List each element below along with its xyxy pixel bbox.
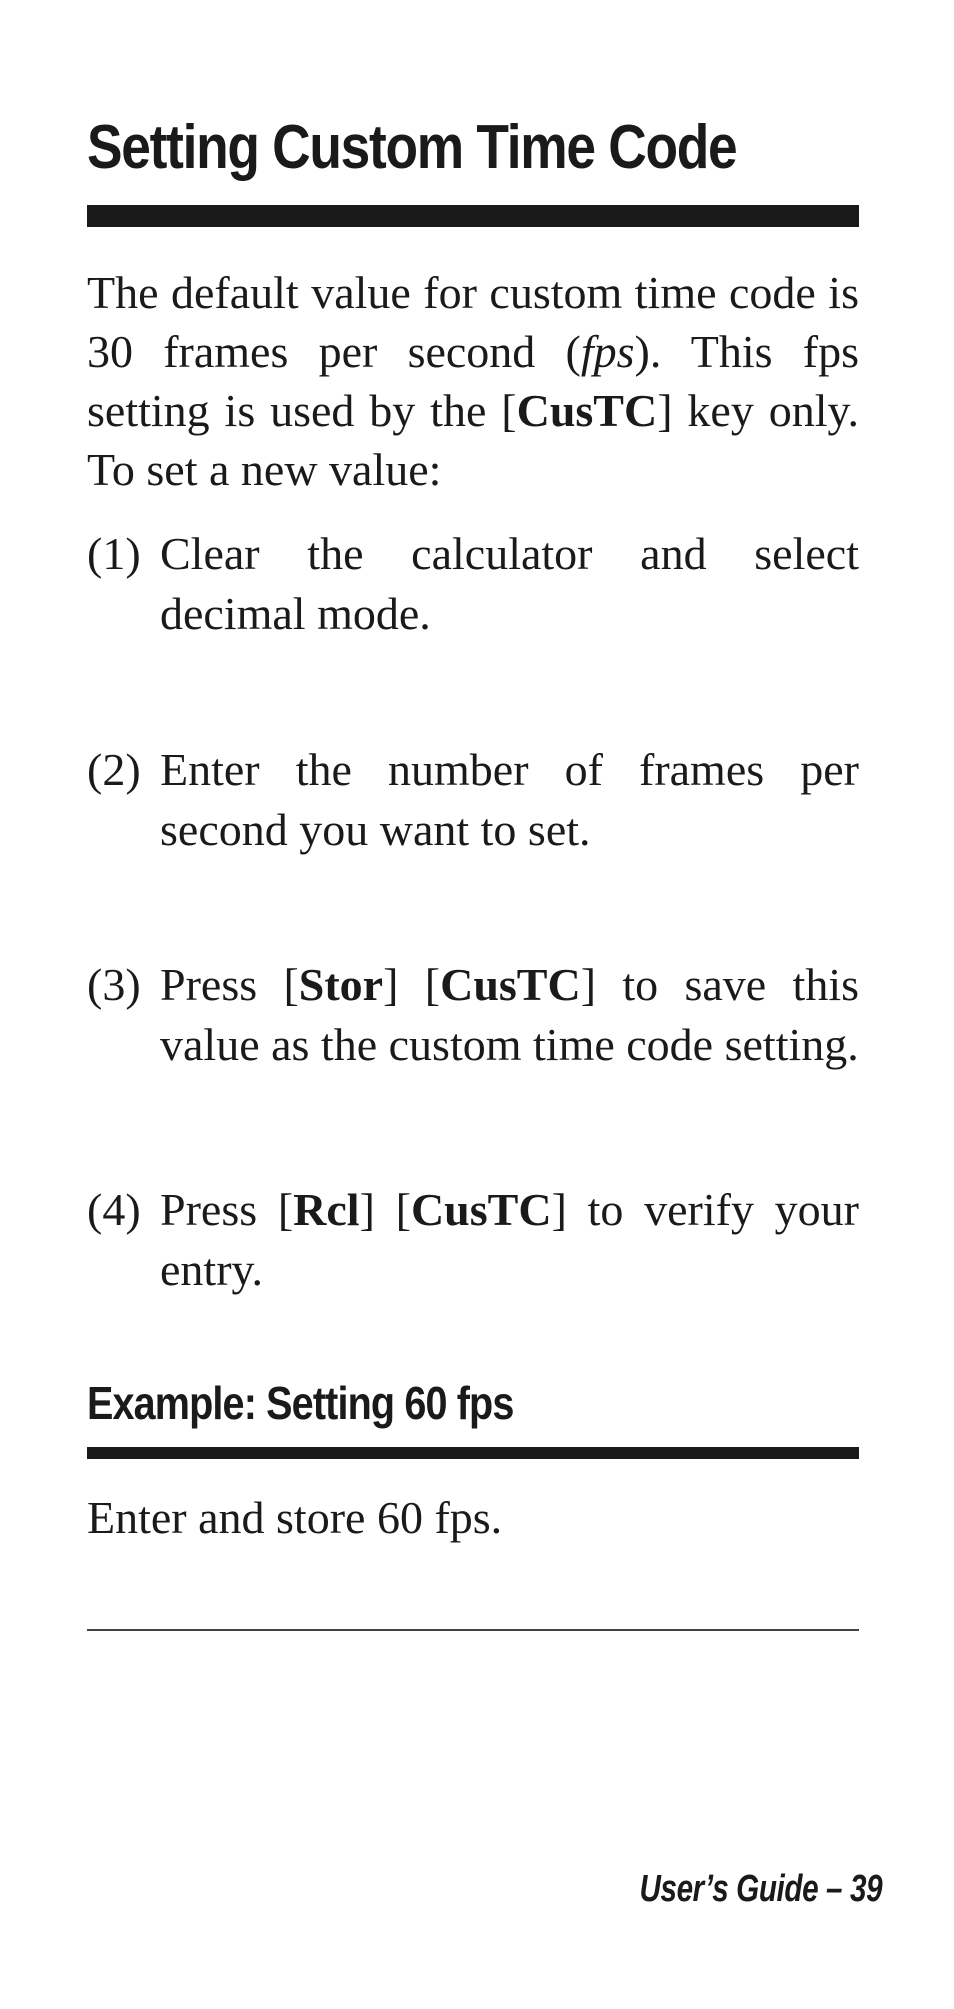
key-rcl: Rcl bbox=[293, 1184, 360, 1235]
example-text: Enter and store 60 fps. bbox=[87, 1492, 503, 1543]
step-text-mid: ] [ bbox=[383, 959, 441, 1010]
step-text: Clear the calculator and select decimal mode. bbox=[160, 528, 859, 639]
step-number: (3) bbox=[87, 959, 141, 1010]
intro-fps-italic: fps bbox=[580, 326, 635, 377]
step-text-post: ] to save this value as the custom time code setting. bbox=[160, 959, 860, 1070]
page-title: Setting Custom Time Code bbox=[87, 113, 737, 182]
example-heading: Example: Setting 60 fps bbox=[87, 1377, 514, 1429]
step-text-post: ] to verify your entry. bbox=[160, 1184, 859, 1295]
step-text-mid: ] [ bbox=[359, 1184, 411, 1235]
step-number: (2) bbox=[87, 744, 141, 795]
key-custc: CusTC bbox=[410, 1184, 552, 1235]
intro-text-3: ] key only. To set a new value: bbox=[87, 385, 859, 495]
footer-area bbox=[87, 0, 882, 2009]
step-text: Enter the number of frames per second you want to set. bbox=[160, 744, 859, 855]
step-text-pre: Press [ bbox=[160, 959, 299, 1010]
step-text-pre: Press [ bbox=[160, 1184, 294, 1235]
key-stor: Stor bbox=[298, 959, 384, 1010]
step-number: (4) bbox=[87, 1184, 141, 1235]
intro-key-custc: CusTC bbox=[516, 385, 658, 436]
step-number: (1) bbox=[87, 528, 141, 579]
key-custc: CusTC bbox=[440, 959, 581, 1010]
intro-text-2: ). This fps setting is used by the [ bbox=[87, 326, 859, 436]
intro-text-1: The default value for custom time code is 30 frames per second ( bbox=[87, 267, 859, 377]
page-footer: User’s Guide – 39 bbox=[639, 1868, 882, 1910]
